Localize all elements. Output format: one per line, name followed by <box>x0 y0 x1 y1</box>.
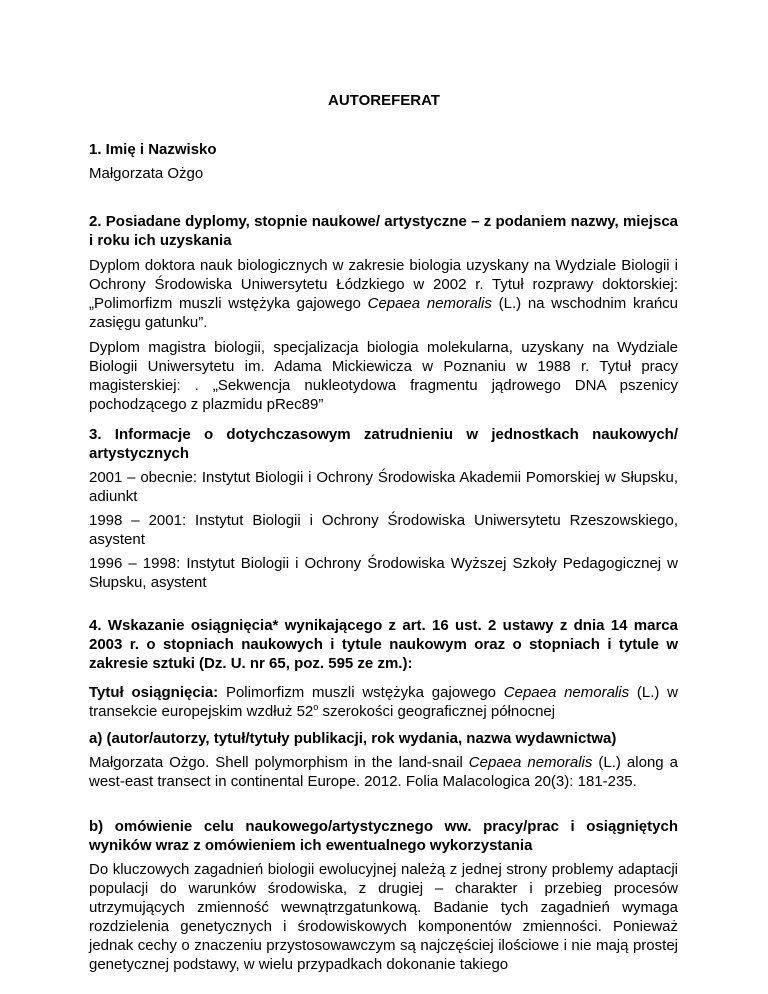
employment-entry: 2001 – obecnie: Instytut Biologii i Ochrony Środowiska Akademii Pomorskiej w Słupsku, adiunkt <box>89 469 678 505</box>
citation-text: (L.) along a west-east transect in continental Europe. 2012. Folia Malacologica 20(3): 181-235. <box>89 754 678 790</box>
degree-superscript: o <box>313 702 319 712</box>
section-2-heading: 2. Posiadane dyplomy, stopnie naukowe/ artystyczne – z podaniem nazwy, miejsca i roku ich uzyskania <box>89 213 678 249</box>
species-name: Cepaea nemoralis <box>468 754 593 771</box>
document-title: AUTOREFERAT <box>328 92 440 109</box>
subsection-b-heading: b) omówienie celu naukowego/artystycznego ww. pracy/prac i osiągniętych wyników wraz z omówieniem ich ewentualnego wykorzystania <box>89 818 678 854</box>
achievement-text: (L.) w transekcie europejskim wzdłuż 52 <box>89 684 678 720</box>
phd-diploma-paragraph <box>89 256 678 332</box>
section-4-heading: 4. Wskazanie osiągnięcia* wynikającego z art. 16 ust. 2 ustawy z dnia 14 marca 2003 r. o stopniach naukowych i tytule naukowym oraz o stopniach i tytule w zakresie sztuki (Dz. U. nr 65, poz. 595 ze zm.): <box>89 617 678 672</box>
section-1-heading: 1. Imię i Nazwisko <box>89 141 217 158</box>
phd-text-end: (L.) na wschodnim krańcu zasięgu gatunku”. <box>89 295 678 331</box>
achievement-label: Tytuł osiągnięcia: <box>89 684 219 701</box>
discussion-paragraph: Do kluczowych zagadnień biologii ewolucyjnej należą z jednej strony problemy adaptacji populacji do warunków środowiska, z drugiej – charakter i przebieg procesów utrzymujących zmienność wewnątrzgatunkową. Badanie tych zagadnień wymaga rozdzielenia genetycznych i środowiskowych komponentów zmienności. Ponieważ jednak cechy o znaczeniu przystosowawczym są najczęściej ilościowe i nie mają prostej genetycznej podstawy, w wielu przypadkach dokonanie takiego <box>89 861 678 973</box>
achievement-text: szerokości geograficznej północnej <box>318 703 556 720</box>
masters-diploma-paragraph: Dyplom magistra biologii, specjalizacja biologia molekularna, uzyskany na Wydziale Biologii Uniwersytetu im. Adama Mickiewicza w Poznaniu w 1988 r. Tytuł pracy magisterskiej: . „Sekwencja nukleotydowa fragmentu jądrowego DNA pszenicy pochodzącego z plazmidu pRec89” <box>89 339 678 413</box>
publication-citation <box>89 753 678 791</box>
achievement-text: Polimorfizm muszli wstężyka gajowego <box>218 684 504 701</box>
species-name: Cepaea nemoralis <box>367 295 492 312</box>
author-name: Małgorzata Ożgo <box>89 165 204 182</box>
employment-entry: 1998 – 2001: Instytut Biologii i Ochrony Środowiska Uniwersytetu Rzeszowskiego, asystent <box>89 512 678 548</box>
section-3-heading: 3. Informacje o dotychczasowym zatrudnieniu w jednostkach naukowych/ artystycznych <box>89 426 678 462</box>
employment-entry: 1996 – 1998: Instytut Biologii i Ochrony Środowiska Wyższej Szkoły Pedagogicznej w Słupsku, asystent <box>89 555 678 591</box>
subsection-a-heading: a) (autor/autorzy, tytuł/tytuły publikacji, rok wydania, nazwa wydawnictwa) <box>89 730 617 747</box>
phd-text-start: Dyplom doktora nauk biologicznych w zakresie biologia uzyskany na Wydziale Biologii i Ochrony Środowiska Uniwersytetu Łódzkiego w 2002 r. Tytuł rozprawy doktorskiej: „Polimorfizm muszli wstężyka gajowego <box>89 257 678 312</box>
achievement-title-paragraph <box>89 683 678 721</box>
species-name: Cepaea nemoralis <box>503 684 630 701</box>
citation-text: Małgorzata Ożgo. Shell polymorphism in the land-snail <box>89 754 469 771</box>
